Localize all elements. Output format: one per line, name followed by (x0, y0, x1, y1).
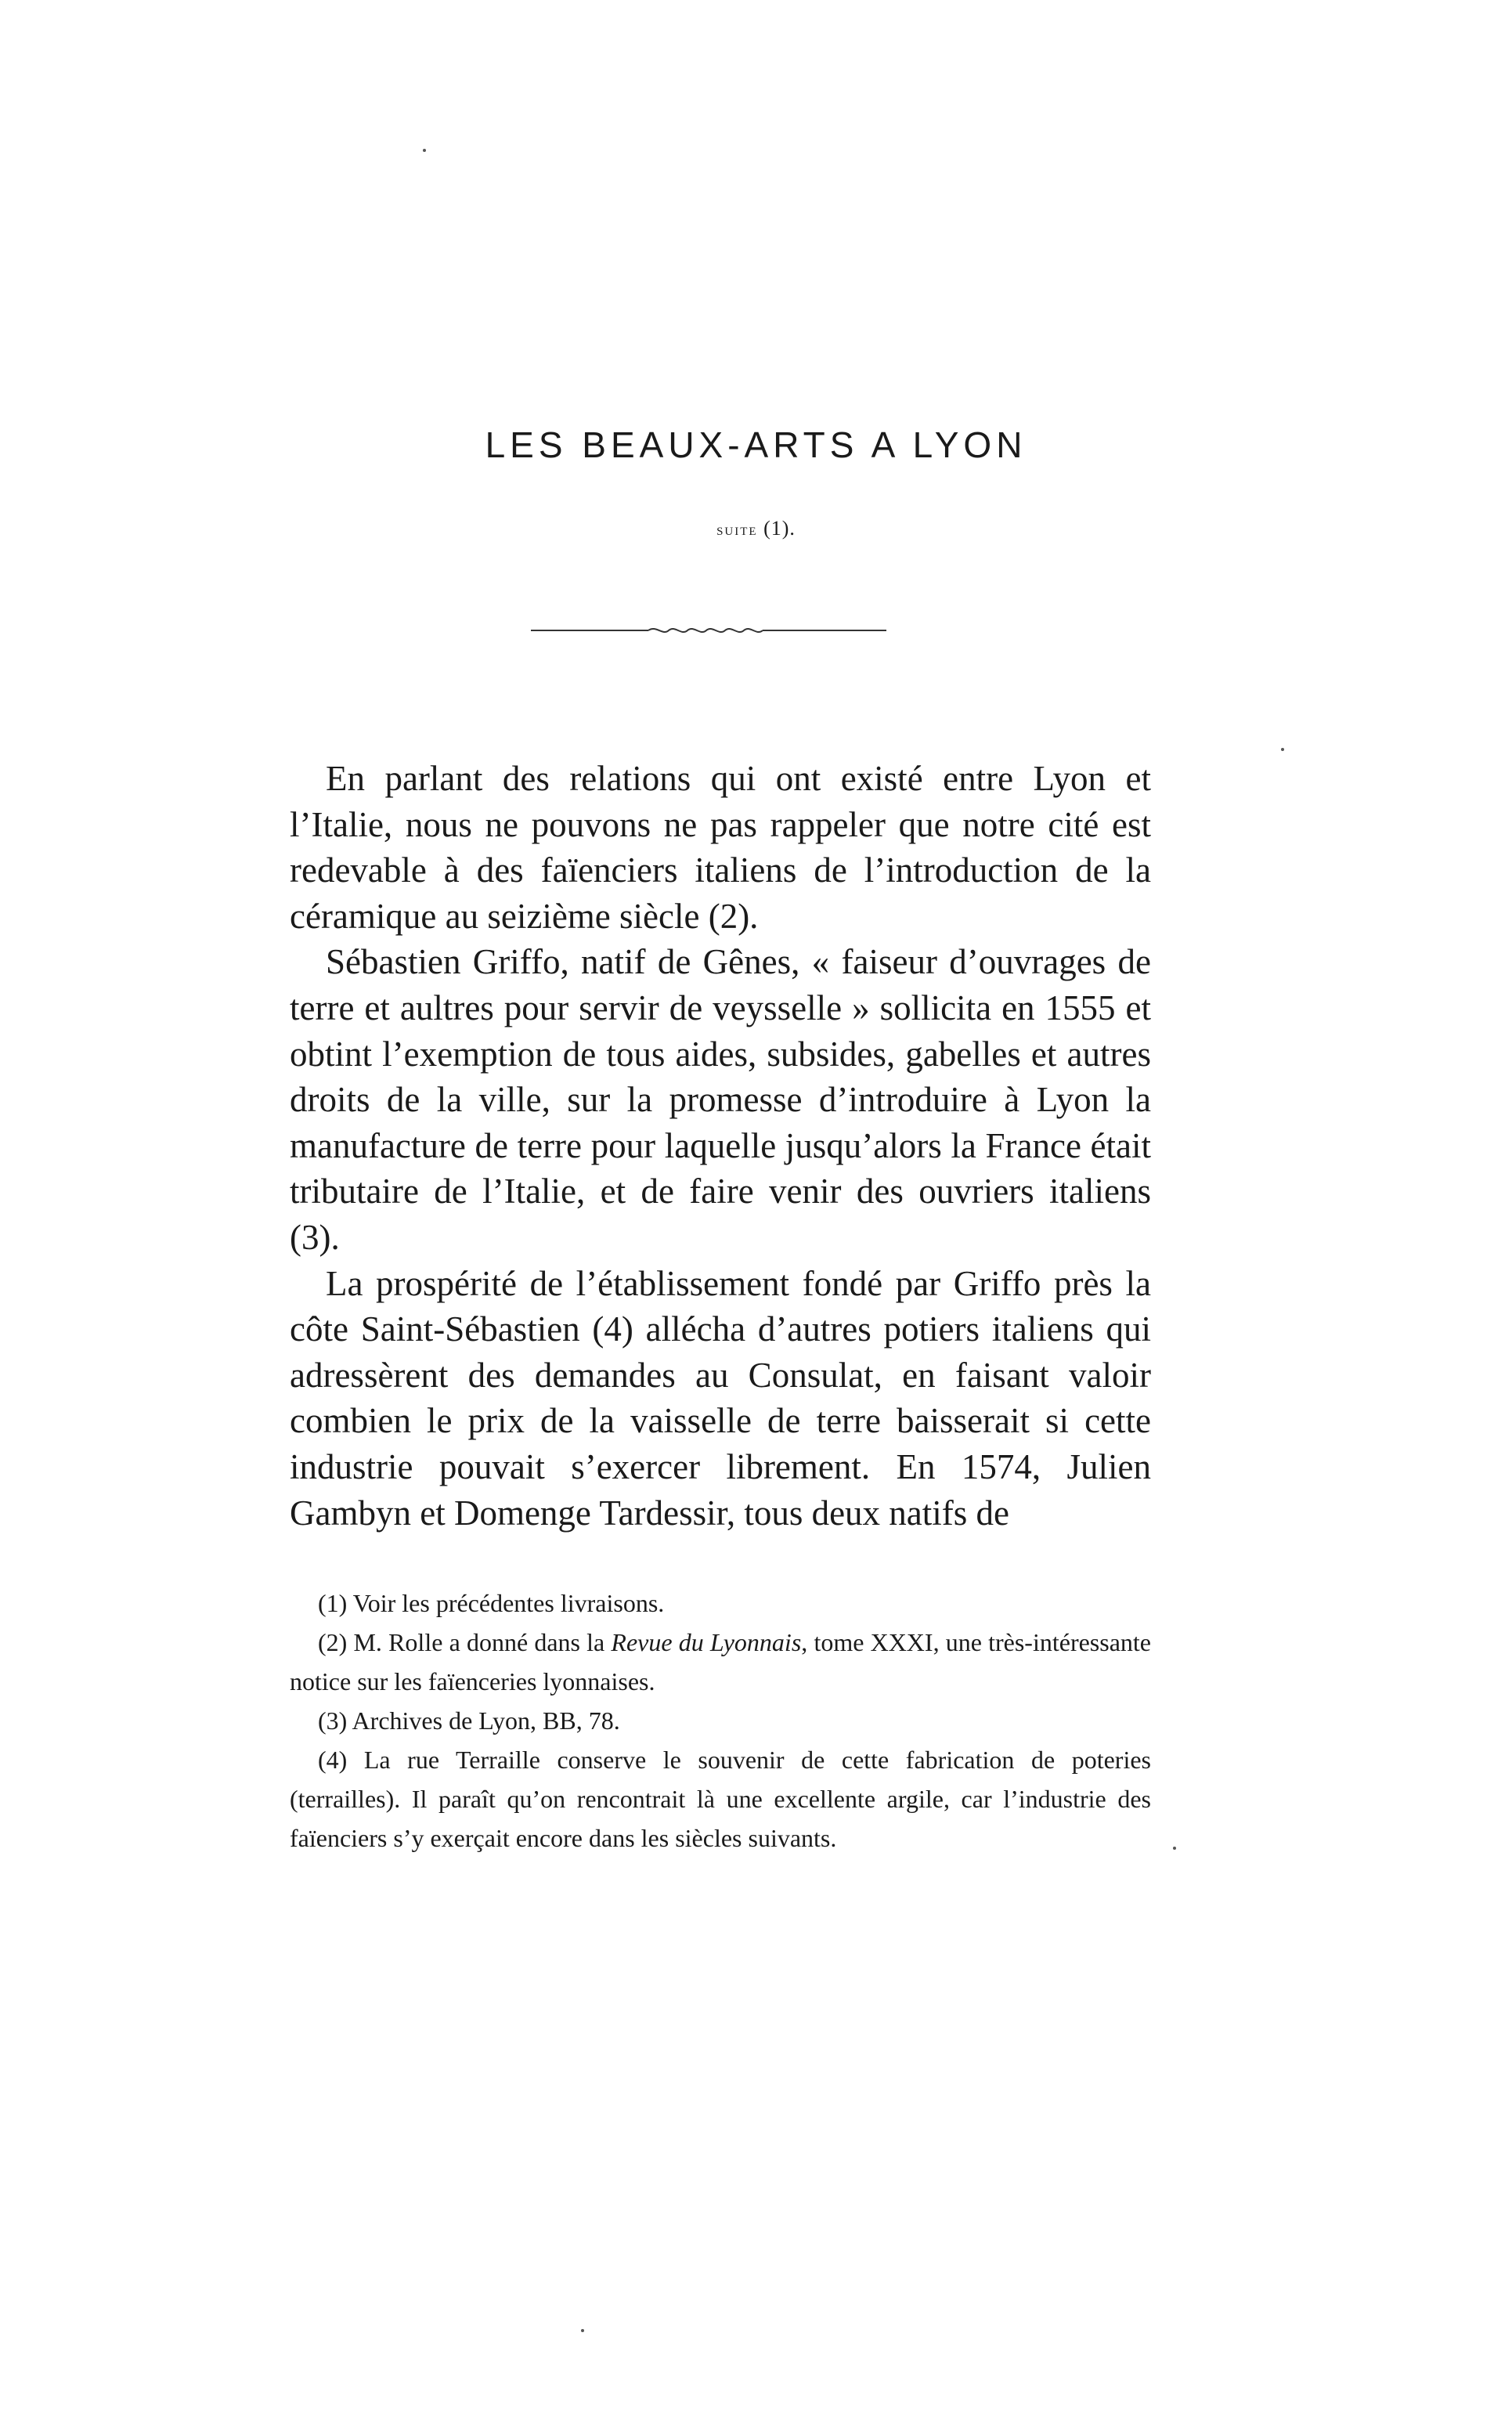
paragraph-2: Sébastien Griffo, natif de Gênes, « faiseur d’ouvrages de terre et aultres pour servir de veysselle » sollicita en 1555 et obtint l’exemption de tous aides, subsides, gabelles et autres droits de la ville, sur la promesse d’introduire à Lyon la manufacture de terre pour laquelle jusqu’alors la France était tributaire de l’Italie, et de faire venir des ouvriers italiens (3). (290, 942, 1151, 1257)
paragraph-3: La prospérité de l’établissement fondé par Griffo près la côte Saint-Sébastien (4) allécha d’autres potiers italiens qui adressèrent des demandes au Consulat, en faisant valoir combien le prix de la vaisselle de terre baisserait si cette industrie pouvait s’exercer librement. En 1574, Julien Gambyn et Domenge Tardessir, tous deux natifs de (290, 1263, 1151, 1533)
decorative-divider (531, 617, 886, 641)
page-title: LES BEAUX-ARTS A LYON (485, 424, 1027, 465)
paper-speck (1173, 1847, 1176, 1850)
footnote-1: (1) Voir les précédentes livraisons. (318, 1589, 665, 1617)
footnote-2-journal-title: Revue du Lyonnais (611, 1628, 802, 1656)
paper-speck (581, 2329, 584, 2332)
footnote-2-text-a: (2) M. Rolle a donné dans la (318, 1628, 612, 1656)
footnote-2-text-b: , tome XXXI, une très-intéressante notice sur les faïenceries lyonnaises. (290, 1628, 1152, 1695)
paragraph-1: En parlant des relations qui ont existé entre Lyon et l’Italie, nous ne pouvons ne pas rappeler que notre cité est redevable à des faïenciers italiens de l’introduction de la céramique au seizième siècle (2). (290, 759, 1151, 936)
footnote-4: (4) La rue Terraille conserve le souvenir de cette fabrication de poteries (terrailles). Il paraît qu’on rencontrait là une excellente argile, car l’industrie des faïenciers s’y exerçait encore dans les siècles suivants. (290, 1746, 1151, 1852)
footnote-2 (290, 1623, 1151, 1701)
paper-speck (1281, 748, 1284, 751)
footnotes (290, 1583, 1151, 1858)
footnote-3: (3) Archives de Lyon, BB, 78. (318, 1706, 620, 1735)
paper-speck (423, 149, 426, 152)
main-text (290, 756, 1151, 1536)
suite-footnote-ref: (1). (757, 517, 796, 540)
subtitle-suite (0, 517, 1512, 540)
suite-label: suite (716, 519, 758, 539)
